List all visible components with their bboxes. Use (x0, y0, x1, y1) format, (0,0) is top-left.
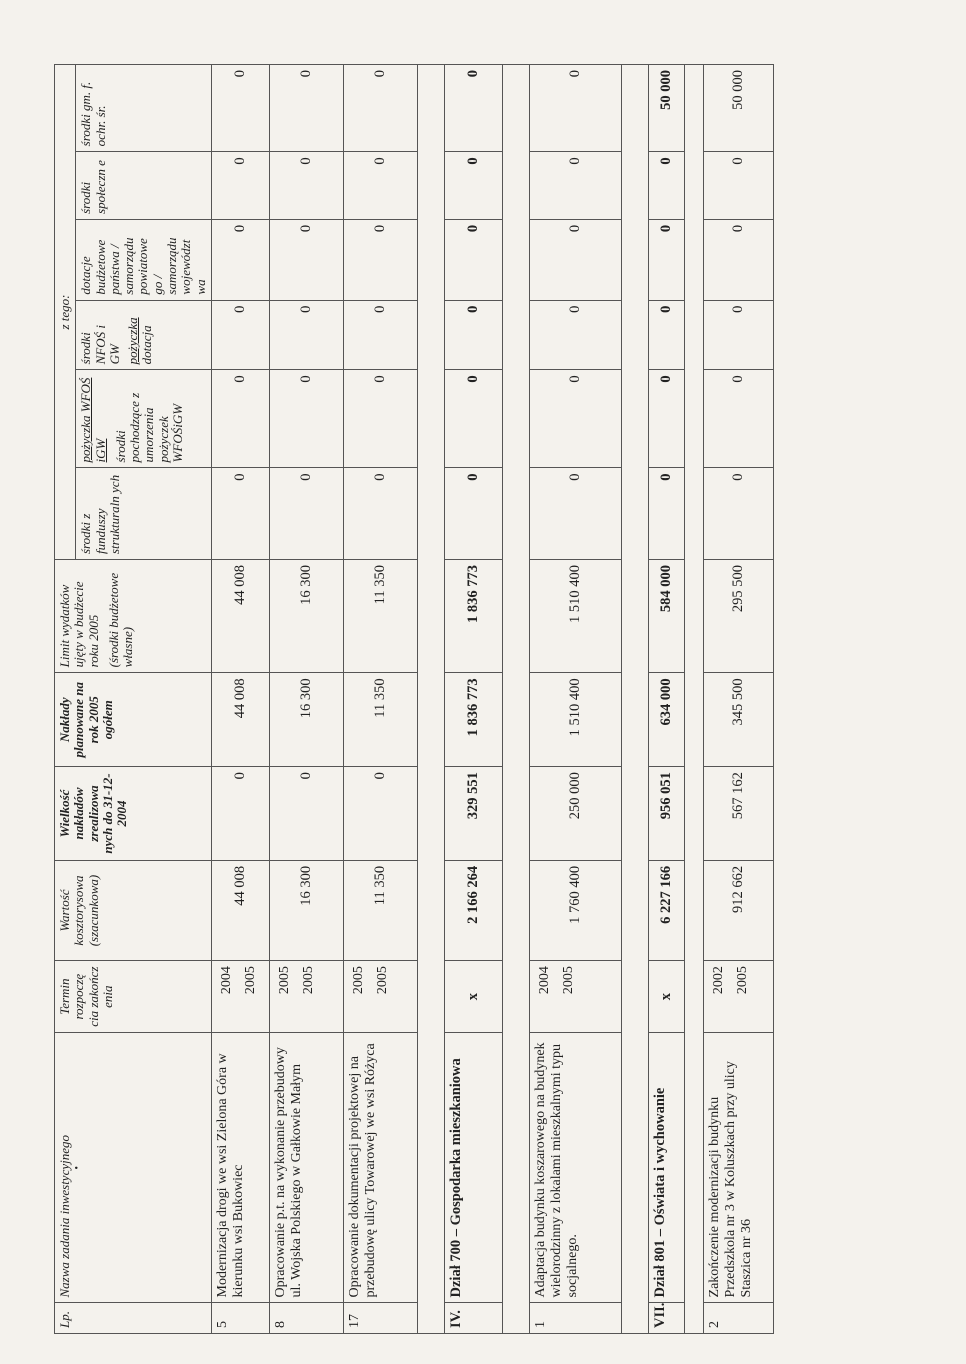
cell-limit: 11 350 (343, 560, 417, 673)
cell-start: 2005 (276, 966, 292, 995)
cell-end: 2005 (374, 966, 390, 995)
cell-fundusze: 0 (269, 468, 343, 560)
cell-nazwa: Dział 801 – Oświata i wychowanie (648, 1033, 684, 1303)
cell-naklady: 44 008 (211, 673, 269, 767)
investment-table-rotated (54, 64, 834, 1334)
cell-wielkosc: 567 162 (703, 767, 773, 861)
section-row (444, 65, 502, 1334)
header-gmf: środki gm. f. ochr. śr. (76, 65, 212, 152)
cell-lp: 5 (211, 1303, 269, 1334)
cell-wartosc: 16 300 (269, 860, 343, 960)
section-row (648, 65, 684, 1334)
header-pozyczka-b: środki pochodzące z umorzenia pożyczek WFOŚiGW (112, 392, 186, 463)
table-row (211, 65, 269, 1334)
cell-gmf: 50 000 (648, 65, 684, 152)
cell-naklady: 16 300 (269, 673, 343, 767)
cell-wartosc: 912 662 (703, 860, 773, 960)
cell-nfos: 0 (211, 300, 269, 370)
cell-start: 2004 (536, 966, 552, 995)
cell-pozyczka: 0 (269, 370, 343, 468)
cell-spoleczne: 0 (211, 152, 269, 220)
cell-spoleczne: 0 (648, 152, 684, 220)
cell-wartosc: 11 350 (343, 860, 417, 960)
cell-wartosc: 1 760 400 (529, 860, 621, 960)
header-pozyczka (76, 370, 212, 468)
header-limit (55, 560, 212, 673)
cell-fundusze: 0 (648, 468, 684, 560)
cell-end: 2005 (300, 966, 316, 995)
cell-nazwa: Opracowanie dokumentacji projektowej na przebudowę ulicy Towarowej we wsi Różyca (343, 1033, 417, 1303)
cell-gmf: 0 (269, 65, 343, 152)
cell-spoleczne: 0 (444, 152, 502, 220)
cell-nfos: 0 (529, 300, 621, 370)
header-limit-label: Limit wydatków ujęty w budżecie roku 2005 (57, 581, 101, 668)
table-row (703, 65, 773, 1334)
cell-limit: 1 836 773 (444, 560, 502, 673)
header-limit-sub: (środki budżetowe własne) (105, 572, 136, 668)
cell-lp: IV. (444, 1303, 502, 1334)
cell-start: 2002 (710, 966, 726, 995)
cell-dotacje: 0 (343, 219, 417, 300)
cell-dotacje: 0 (703, 219, 773, 300)
cell-lp: VII. (648, 1303, 684, 1334)
cell-lp: 2 (703, 1303, 773, 1334)
spacer-row (621, 65, 648, 1334)
header-pozyczka-a: pożyczka WFOŚ iGW (78, 377, 108, 463)
cell-wielkosc: 0 (269, 767, 343, 861)
table-row (269, 65, 343, 1334)
cell-spoleczne: 0 (529, 152, 621, 220)
cell-dotacje: 0 (648, 219, 684, 300)
cell-limit: 295 500 (703, 560, 773, 673)
cell-fundusze: 0 (529, 468, 621, 560)
cell-spoleczne: 0 (269, 152, 343, 220)
cell-limit: 1 510 400 (529, 560, 621, 673)
cell-limit: 16 300 (269, 560, 343, 673)
cell-nazwa: Modernizacja drogi we wsi Zielona Góra w kierunku wsi Bukowiec (211, 1033, 269, 1303)
cell-gmf: 50 000 (703, 65, 773, 152)
cell-pozyczka: 0 (211, 370, 269, 468)
cell-pozyczka: 0 (529, 370, 621, 468)
cell-end: 2005 (560, 966, 576, 995)
spacer-row (684, 65, 703, 1334)
header-termin: Termin rozpoczę cia zakończ enia (55, 961, 212, 1033)
header-nfos-a: środki NFOŚ i GW (78, 324, 122, 365)
header-wartosc: Wartość kosztorysowa (szacunkowa) (55, 860, 212, 960)
cell-spoleczne: 0 (703, 152, 773, 220)
header-fundusze: środki z funduszy strukturaln ych (76, 468, 212, 560)
cell-naklady: 1 510 400 (529, 673, 621, 767)
cell-dotacje: 0 (269, 219, 343, 300)
spacer-row (417, 65, 444, 1334)
table-row (529, 65, 621, 1334)
header-lp: Lp. (55, 1303, 212, 1334)
cell-lp: 1 (529, 1303, 621, 1334)
table-row (343, 65, 417, 1334)
cell-gmf: 0 (343, 65, 417, 152)
cell-naklady: 345 500 (703, 673, 773, 767)
cell-termin (269, 961, 343, 1033)
cell-wielkosc: 329 551 (444, 767, 502, 861)
cell-fundusze: 0 (343, 468, 417, 560)
cell-nfos: 0 (343, 300, 417, 370)
cell-nfos: 0 (703, 300, 773, 370)
cell-dotacje: 0 (211, 219, 269, 300)
cell-termin (343, 961, 417, 1033)
cell-nfos: 0 (444, 300, 502, 370)
header-nfos (76, 300, 212, 370)
header-nazwa-label: Nazwa zadania inwestycyjnego (57, 1134, 72, 1298)
cell-pozyczka: 0 (343, 370, 417, 468)
cell-termin (529, 961, 621, 1033)
header-nazwa-mark: • (72, 1166, 84, 1170)
cell-limit: 584 000 (648, 560, 684, 673)
cell-termin: x (648, 961, 684, 1033)
investment-table (54, 64, 774, 1334)
cell-dotacje: 0 (529, 219, 621, 300)
cell-lp: 17 (343, 1303, 417, 1334)
cell-wartosc: 2 166 264 (444, 860, 502, 960)
cell-wielkosc: 956 051 (648, 767, 684, 861)
cell-gmf: 0 (529, 65, 621, 152)
cell-nfos: 0 (269, 300, 343, 370)
cell-limit: 44 008 (211, 560, 269, 673)
cell-wielkosc: 250 000 (529, 767, 621, 861)
cell-nazwa: Opracowanie p.t. na wykonanie przebudowy ul. Wojska Polskiego w Gałkowie Małym (269, 1033, 343, 1303)
header-nazwa (55, 1033, 212, 1303)
cell-termin: x (444, 961, 502, 1033)
cell-nfos: 0 (648, 300, 684, 370)
cell-gmf: 0 (444, 65, 502, 152)
cell-wielkosc: 0 (211, 767, 269, 861)
cell-dotacje: 0 (444, 219, 502, 300)
cell-lp: 8 (269, 1303, 343, 1334)
header-wielkosc: Wielkość nakładów zrealizowa nych do 31-12-2004 (55, 767, 212, 861)
cell-end: 2005 (734, 966, 750, 995)
cell-nazwa: Adaptacja budynku koszarowego na budynek wielorodzinny z lokalami mieszkalnymi typu socjalnego. (529, 1033, 621, 1303)
cell-fundusze: 0 (444, 468, 502, 560)
cell-naklady: 11 350 (343, 673, 417, 767)
cell-nazwa: Zakończenie modernizacji budynku Przedszkola nr 3 w Koluszkach przy ulicy Staszica nr 36 (703, 1033, 773, 1303)
cell-fundusze: 0 (703, 468, 773, 560)
cell-wartosc: 6 227 166 (648, 860, 684, 960)
header-spoleczne: środki społeczn e (76, 152, 212, 220)
header-dotacje: dotacje budżetowe państwa / samorządu powiatowe go / samorządu województ wa (76, 219, 212, 300)
header-naklady: Nakłady planowane na rok 2005 ogółem (55, 673, 212, 767)
cell-termin (703, 961, 773, 1033)
spacer-row (502, 65, 529, 1334)
cell-pozyczka: 0 (648, 370, 684, 468)
cell-naklady: 1 836 773 (444, 673, 502, 767)
cell-wielkosc: 0 (343, 767, 417, 861)
cell-naklady: 634 000 (648, 673, 684, 767)
cell-pozyczka: 0 (444, 370, 502, 468)
header-nfos-c: dotacja (139, 325, 155, 365)
header-nfos-b: pożyczka (125, 317, 141, 365)
cell-fundusze: 0 (211, 468, 269, 560)
cell-start: 2005 (350, 966, 366, 995)
cell-nazwa: Dział 700 – Gospodarka mieszkaniowa (444, 1033, 502, 1303)
cell-pozyczka: 0 (703, 370, 773, 468)
cell-end: 2005 (242, 966, 258, 995)
cell-start: 2004 (218, 966, 234, 995)
cell-spoleczne: 0 (343, 152, 417, 220)
header-z-tego: z tego: (55, 65, 76, 560)
cell-wartosc: 44 008 (211, 860, 269, 960)
cell-termin (211, 961, 269, 1033)
cell-gmf: 0 (211, 65, 269, 152)
